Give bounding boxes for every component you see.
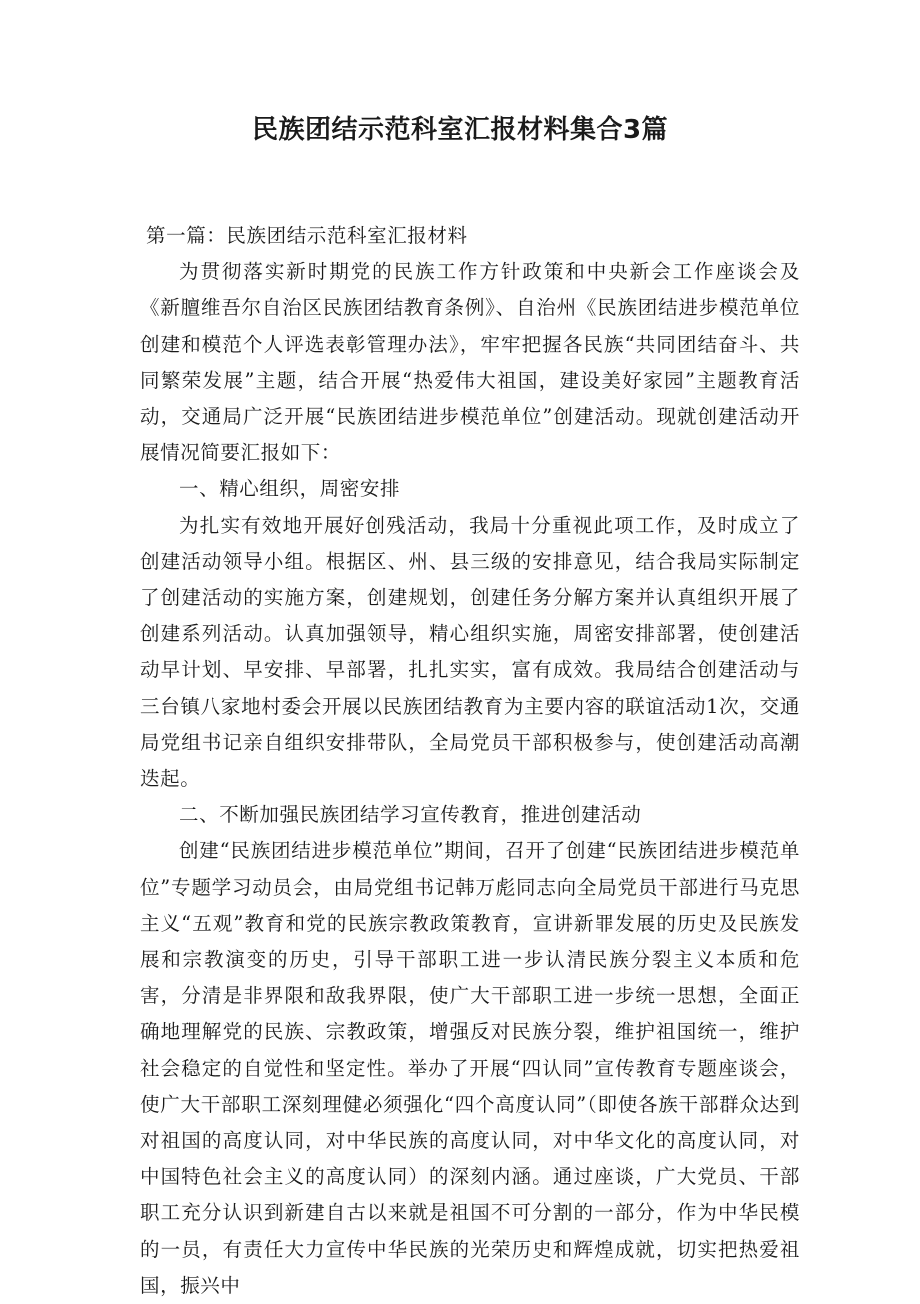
section-heading: 第一篇：民族团结示范科室汇报材料 bbox=[146, 224, 468, 247]
document-title: 民族团结示范科室汇报材料集合3篇 bbox=[251, 115, 669, 145]
paragraph-intro: 为贯彻落实新时期党的民族工作方针政策和中央新会工作座谈会及《新膻维吾尔自治区民族团结教育条例》、自治州《民族团结进步模范单位创建和模范个人评选表彰管理办法》，牢牢把握各民族“共同团结奋斗、共同繁荣发展”主题，结合开展“热爱伟大祖国，建设美好家园”主题教育活动，交通局广泛开展“民族团结进步模范单位”创建活动。现就创建活动开展情况简要汇报如下： bbox=[140, 260, 800, 465]
paragraph-organization: 为扎实有效地开展好创残活动，我局十分重视此项工作，及时成立了创建活动领导小组。根据区、州、县三级的安排意见，结合我局实际制定了创建活动的实施方案，创建规划，创建任务分解方案并认真组织开展了创建系列活动。认真加强领导，精心组织实施，周密安排部署，使创建活动早计划、早安排、早部署，扎扎实实，富有成效。我局结合创建活动与三台镇八家地村委会开展以民族团结教育为主要内容的联谊活动1次，交通局党组书记亲自组织安排带队，全局党员干部积极参与，使创建活动高潮迭起。 bbox=[140, 513, 800, 791]
subheading-2: 二、不断加强民族团结学习宣传教育，推进创建活动 bbox=[179, 803, 642, 827]
paragraph-education: 创建“民族团结进步模范单位”期间，召开了创建“民族团结进步模范单位”专题学习动员会，由局党组书记韩万彪同志向全局党员干部进行马克思主义“五观”教育和党的民族宗教政策教育，宣讲新罪发展的历史及民族发展和宗教演变的历史，引导干部职工进一步认清民族分裂主义本质和危害，分清是非界限和敌我界限，使广大干部职工进一步统一思想，全面正确地理解党的民族、宗教政策，增强反对民族分裂，维护祖国统一，维护社会稳定的自觉性和坚定性。举办了开展“四认同”宣传教育专题座谈会，使广大干部职工深刻理健必须强化“四个高度认同”（即使各族干部群众达到对祖国的高度认同，对中华民族的高度认同，对中华文化的高度认同，对中国特色社会主义的高度认同）的深刻内涵。通过座谈，广大党员、干部职工充分认识到新建自古以来就是祖国不可分割的一部分，作为中华民模的一员，有责任大力宣传中华民族的光荣历史和辉煌成就，切实把热爱祖国，振兴中 bbox=[140, 839, 800, 1297]
subheading-1: 一、精心组织，周密安排 bbox=[179, 477, 401, 501]
document-body bbox=[140, 218, 800, 1304]
